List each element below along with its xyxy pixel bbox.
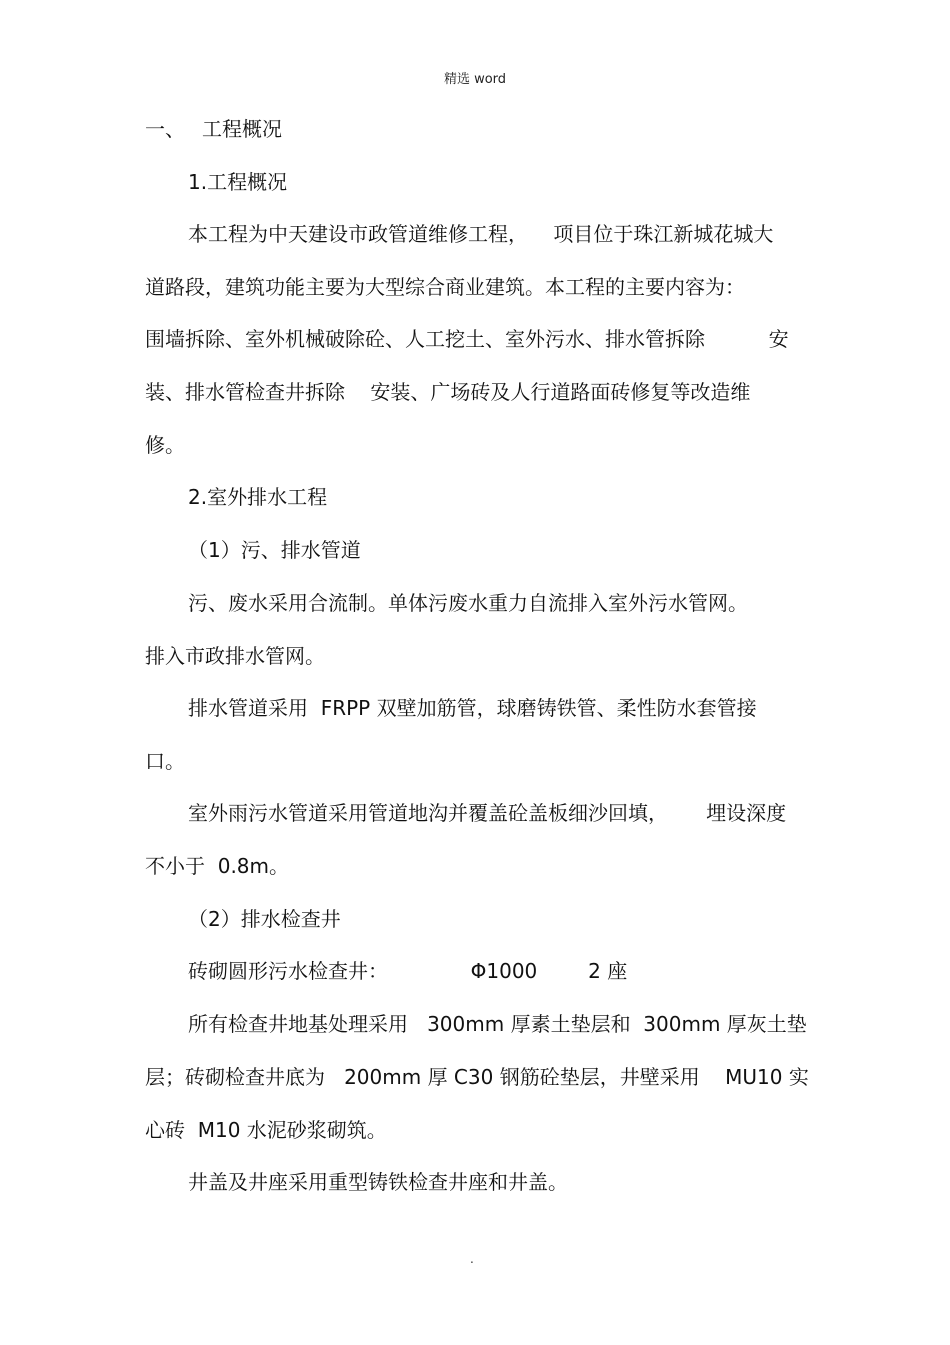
paragraph-line: 井盖及井座采用重型铸铁检查井座和井盖。 (188, 1170, 568, 1194)
section-number: 一、 (145, 117, 185, 141)
paragraph-line: 排入市政排水管网。 (145, 644, 325, 668)
page-header: 精选 word (443, 72, 507, 87)
subsection-heading: 2.室外排水工程 (188, 485, 328, 509)
paragraph-line: 污、废水采用合流制。单体污废水重力自流排入室外污水管网。 (188, 591, 748, 615)
paragraph-line: 所有检查井地基处理采用 300mm 厚素土垫层和 300mm 厚灰土垫 (188, 1012, 807, 1036)
paragraph-line: 口。 (145, 749, 185, 773)
item-heading: （2）排水检查井 (188, 907, 341, 931)
paragraph-line: 修。 (145, 433, 185, 457)
paragraph-line: 本工程为中天建设市政管道维修工程， 项目位于珠江新城花城大 (188, 222, 774, 246)
paragraph-line: 排水管道采用 FRPP 双壁加筋管，球磨铸铁管、柔性防水套管接 (188, 696, 757, 720)
paragraph-line: 装、排水管检查井拆除 安装、广场砖及人行道路面砖修复等改造维 (145, 380, 751, 404)
section-title: 工程概况 (202, 117, 282, 141)
subsection-heading: 1.工程概况 (188, 170, 288, 194)
paragraph-line: 室外雨污水管道采用管道地沟并覆盖砼盖板细沙回填， 埋设深度 (188, 801, 787, 825)
paragraph-line: 砖砌圆形污水检查井： Φ1000 2 座 (188, 959, 628, 983)
paragraph-line: 层；砖砌检查井底为 200mm 厚 C30 钢筋砼垫层，井壁采用 MU10 实 (145, 1065, 809, 1089)
page-footer-mark: . (470, 1252, 474, 1266)
paragraph-line: 心砖 M10 水泥砂浆砌筑。 (145, 1118, 387, 1142)
paragraph-line: 围墙拆除、室外机械破除砼、人工挖土、室外污水、排水管拆除 安 (145, 327, 789, 351)
item-heading: （1）污、排水管道 (188, 538, 361, 562)
paragraph-line: 不小于 0.8m。 (145, 854, 290, 878)
paragraph-line: 道路段，建筑功能主要为大型综合商业建筑。本工程的主要内容为： (145, 275, 745, 299)
